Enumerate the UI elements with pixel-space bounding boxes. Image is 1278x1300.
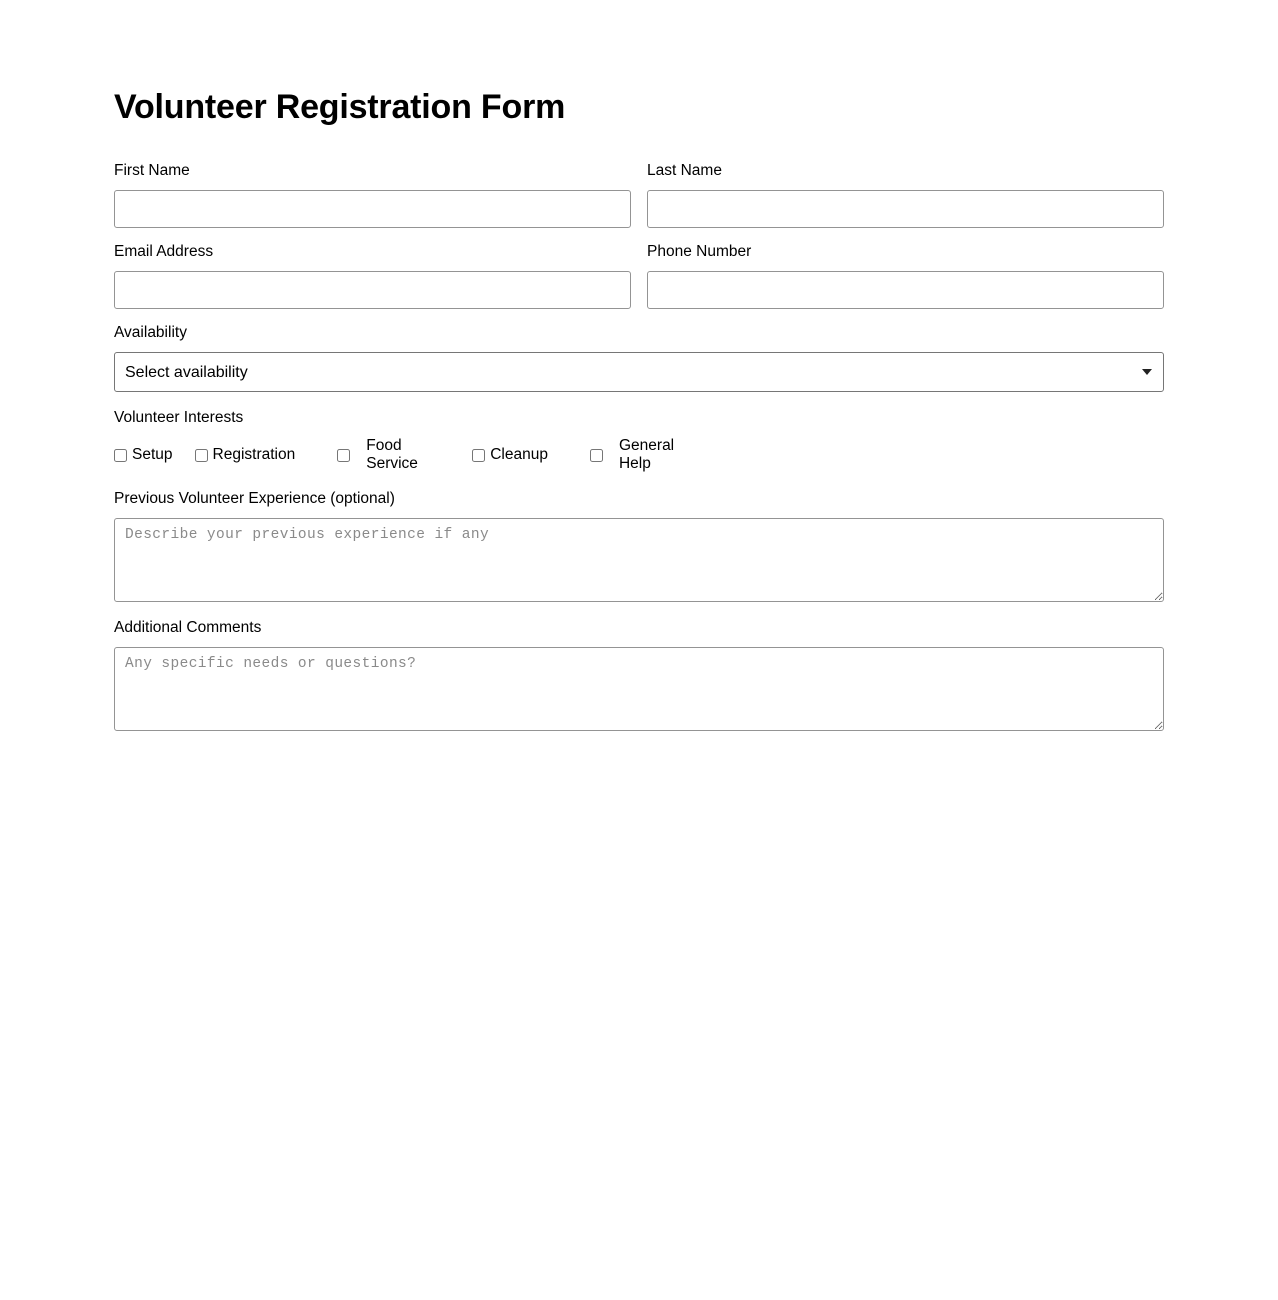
interest-option-food-service[interactable]	[337, 437, 428, 473]
experience-label: Previous Volunteer Experience (optional)	[114, 490, 395, 508]
interest-label-registration: Registration	[212, 446, 296, 464]
availability-select-wrap	[114, 352, 1164, 392]
phone-input[interactable]	[647, 271, 1164, 309]
interest-label-general-help: General Help	[618, 437, 675, 473]
availability-label: Availability	[114, 324, 187, 342]
last-name-field	[647, 161, 1164, 228]
interest-checkbox-registration[interactable]	[195, 449, 208, 462]
interest-label-setup: Setup	[132, 446, 173, 464]
experience-textarea[interactable]	[114, 518, 1164, 602]
interest-label-food-service: Food Service	[366, 437, 418, 473]
first-name-label: First Name	[114, 162, 190, 180]
interest-option-registration[interactable]	[195, 446, 296, 464]
email-input[interactable]	[114, 271, 631, 309]
last-name-label: Last Name	[647, 162, 722, 180]
volunteer-interests-options	[114, 437, 1164, 473]
last-name-input[interactable]	[647, 190, 1164, 228]
email-field	[114, 242, 631, 309]
comments-label: Additional Comments	[114, 619, 262, 637]
interest-checkbox-general-help[interactable]	[590, 449, 603, 462]
email-label: Email Address	[114, 243, 214, 261]
interest-label-cleanup: Cleanup	[490, 446, 548, 464]
volunteer-interests-group	[114, 408, 1164, 473]
first-name-field	[114, 161, 631, 228]
interest-option-cleanup[interactable]	[472, 446, 548, 464]
interest-checkbox-food-service[interactable]	[337, 449, 350, 462]
interest-checkbox-setup[interactable]	[114, 449, 127, 462]
availability-field	[114, 323, 1164, 392]
interest-checkbox-cleanup[interactable]	[472, 449, 485, 462]
contact-row	[114, 242, 1164, 309]
experience-field	[114, 489, 1164, 602]
interest-option-general-help[interactable]	[590, 437, 681, 473]
first-name-input[interactable]	[114, 190, 631, 228]
page-title: Volunteer Registration Form	[114, 88, 566, 126]
availability-select[interactable]	[114, 352, 1164, 392]
volunteer-interests-label: Volunteer Interests	[114, 409, 244, 427]
comments-field	[114, 618, 1164, 731]
interest-option-setup[interactable]	[114, 446, 173, 464]
phone-field	[647, 242, 1164, 309]
comments-textarea[interactable]	[114, 647, 1164, 731]
phone-label: Phone Number	[647, 243, 752, 261]
name-row	[114, 161, 1164, 228]
